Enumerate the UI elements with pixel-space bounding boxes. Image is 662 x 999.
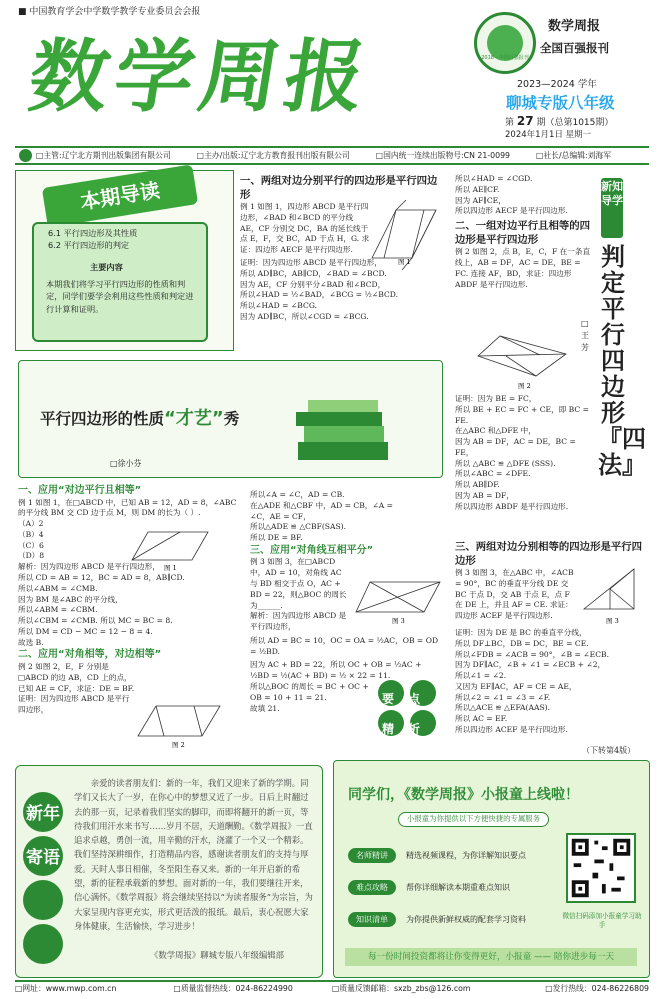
info-publisher: □主办/出版:辽宁北方教育报刊出版有限公司 — [196, 150, 350, 160]
feature-title: 判定平行四边形『四法』 — [598, 242, 646, 479]
footer-email[interactable]: □质量反馈邮箱：sxzb_zbs@126.com — [332, 984, 471, 994]
fig-label: 图 2 — [172, 741, 185, 749]
art2-sol3-line: 所以 AD = BC = 10，OC = OA = ½AC，OB = OD = ½BD. — [250, 635, 439, 656]
art1-proof3-line: 所以 DF⊥BC，DB = DC，BE = CE. — [455, 638, 589, 648]
art2-example-3: 例 3 如图 3，在□ABCD 中，AD = 10，对角线 AC 与 BD 相交于点 O，AC + BD = 22，则△BOC 的周长为______. — [250, 557, 347, 610]
info-cn: □国内统一连续出版物号:CN 21-0099 — [375, 150, 511, 160]
art2-example-1: 例 1 如图 1，在□ABCD 中，已知 AB = 12，AD = 8，∠ABC 的平分线 BM 交 CD 边于点 M，则 DM 的长为（ ）. — [18, 497, 237, 518]
art1-proof2-line: 所以 BE + EC = FC + CE，即 BC = FE. — [455, 404, 589, 425]
art2-sol3-line: 故填 21. — [250, 703, 280, 713]
art2-sol2-line: 证明：因为四边形 ABCD 是平行四边形， — [18, 694, 130, 715]
qr-caption: 微信扫码添加小报童学习助手 — [562, 912, 642, 930]
slogan-line-2: 全国百强报刊 — [540, 41, 609, 55]
promo-title: 同学们，《数学周报》小报童上线啦！ — [348, 787, 579, 803]
art1-cont-line: 所以∠HAD = ∠CGD. — [455, 174, 533, 183]
fig-label: 图 1 — [164, 564, 177, 572]
art1-figure-2 — [470, 330, 580, 392]
footer-bar — [15, 980, 649, 996]
fig-label: 图 3 — [606, 617, 619, 625]
art1-proof-line: 所以∠HAD = ∠BCG. — [240, 301, 318, 311]
slogan-line-1: 数学周报 — [548, 19, 601, 34]
art1-proof3-line: 所以∠1 = ∠2. — [455, 671, 507, 681]
art1-proof-line: 证明：因为四边形 ABCD 是平行四边形， — [240, 258, 382, 267]
art2-example-2: 例 2 如图 2，E，F 分别是□ABCD 的边 AB，CD 上的点，已知 AE = CF，求证：DE = BF. — [18, 661, 135, 693]
footer-quality: □质量监督热线：024-86224990 — [173, 984, 293, 994]
letter-signature: 《数学周报》聊城专版八年级编辑部 — [150, 950, 284, 960]
art1-col-3b — [455, 628, 650, 736]
letter-body: 亲爱的读者朋友们：新的一年，我们又迎来了新的学期。同学们又长大了一岁，在你心中的梦想又近了一步。日后上时翻过去的那一页，记录着我们坚实的脚印，而即将翻开的新一页，等待我们用汗水来书写……岁月不居，天道酬勤。《数学周报》一直追求卓越，勇创一流，用辛勤的汗水，浇灌了一个又一个精彩。我们坚持深耕细作，打造精品内容，感谢读者朋友们的支持与厚爱。天时人事日相催，冬至阳生春又来。新的一年开启新的希望，新的征程承载新的梦想。面对新的一年，我们要继往开来，信心满怀。《数学周报》将会继续坚持以“为读者服务”为宗旨，为大家呈现内容更充实，形式更活泼的报纸。最后，衷心祝愿大家身体健康，生活愉快，学习进步！ — [74, 778, 313, 931]
art1-heading-2: 二、一组对边平行且相等的四边形是平行四边形 — [455, 220, 591, 247]
books-illustration — [292, 398, 396, 464]
art1-proof3-line: 所以∠FDB = ∠ACB = 90°，∠B = ∠ECB. — [455, 649, 610, 659]
art2-sol-line: 所以∠CBM = ∠CMB. 所以 MC = BC = 8. — [18, 616, 173, 626]
art1-col-2 — [455, 174, 595, 290]
promo-row: 难点攻略 帮你详细解读本期重难点知识 — [348, 880, 510, 895]
art1-figure-1 — [366, 198, 442, 276]
brand-dot-icon — [19, 149, 32, 162]
edition: 聊城专版八年级 — [506, 94, 615, 112]
art2-figure-1 — [128, 526, 218, 572]
promo-row: 知识清单 为你提供新鲜权威的配套学习资料 — [348, 912, 526, 927]
masthead: 数学周报 — [22, 30, 378, 123]
art2-section-3: 三、应用“对角线互相平分” — [250, 544, 374, 556]
art1-example-2: 例 2 如图 2，点 B，E，C，F 在一条直线上，AB = DF，AC = DE，BE = FC. 连接 AF，BD，求证：四边形 ABDF 是平行四边形. — [455, 247, 591, 289]
section-tag: 新知导学 — [601, 178, 623, 238]
art2-sol2b-line: 在△ADE 和△CBF 中，AD = CB，∠A = ∠C，AE = CF， — [250, 500, 394, 521]
promo-subtitle: 小报童为你提供以下方便快捷的专属服务 — [398, 812, 549, 827]
art2-sol2b-line: 所以△ADE ≌ △CBF(SAS). — [250, 522, 347, 532]
art2-sol3-line: 因为 AC + BD = 22，所以 OC + OB = ½AC + ½BD = ½(AC + BD) = ½ × 22 = 11. — [250, 660, 422, 681]
guide-item: 6.1 平行四边形及其性质 — [48, 228, 138, 238]
art1-proof2-line: 所以∠ABC = ∠DFE. — [455, 469, 531, 479]
art1-proof3-line: 所以△ACE ≌ △EFA(AAS). — [455, 703, 551, 713]
art2-sol-line: 所以 DM = CD − MC = 12 − 8 = 4. — [18, 626, 153, 636]
art2-section-2: 二、应用“对角相等，对边相等” — [18, 649, 162, 661]
continued-note: （下转第4版） — [582, 746, 636, 755]
art2-col-1 — [18, 484, 243, 716]
art1-proof2-line: 证明：因为 BE = FC， — [455, 394, 537, 403]
art1-proof2-line: 所以 △ABC ≌ △DFE (SSS). — [455, 458, 556, 468]
art1-figure-3 — [580, 565, 652, 627]
art1-proof3-line: 因为 DF∥AC，∠B + ∠1 = ∠ECB + ∠2， — [455, 660, 606, 670]
art2-figure-2 — [134, 702, 224, 750]
art1-cont-line: 所以 AE∥CF. — [455, 184, 500, 194]
art2-option: （A）2 — [18, 519, 44, 529]
art2-sol2b-line: 所以 DE = BF. — [250, 533, 303, 543]
letter-tag — [23, 792, 63, 880]
guide-key-label: 主要内容 — [90, 262, 123, 272]
art2-option: （D）8 — [18, 551, 45, 561]
art1-proof-line: 因为 AE，CF 分别平分∠BAD 和∠BCD， — [240, 279, 386, 289]
art2-option: （B）4 — [18, 529, 44, 539]
art1-example-1: 例 1 如图 1，四边形 ABCD 是平行四边形，∠BAD 和∠BCD 的平分线 AE，CF 分别交 DC，BA 的延长线于点 E，F，交 BC，AD 于点 H，G. 求证：四边形 AECF 是平行四边形. — [240, 202, 370, 255]
art2-sol3-line: 所以△BOC 的周长 = BC + OC + OB = 10 + 11 = 21. — [250, 682, 369, 702]
org-line: ■ 中国教育学会中学数学教学专业委员会会报 — [18, 7, 201, 17]
art2-sol-line: 所以∠ABM = ∠CBM. — [18, 605, 98, 615]
art1-proof2-line: 所以四边形 ABDF 是平行四边形. — [455, 501, 569, 511]
footer-dist: □发行热线：024-86226809 — [545, 984, 649, 994]
art2-sol3-line: 解析：因为四边形 ABCD 是平行四边形， — [250, 611, 347, 632]
letter-tag-text: 新年寄语 — [26, 804, 60, 868]
publish-date: 2024年1月1日 星期一 — [505, 130, 592, 140]
art2-sol-line: 解析：因为四边形 ABCD 是平行四边形， — [18, 562, 160, 572]
info-host: □主管:辽宁北方期刊出版集团有限公司 — [36, 150, 171, 160]
art2-sol-line: 故选 B. — [18, 637, 44, 647]
art2-author: □徐小芬 — [110, 459, 142, 468]
art1-proof2-line: 因为 AB = DF，AC = DE，BC = FE， — [455, 437, 576, 457]
art1-cont-line: 所以四边形 AECF 是平行四边形. — [455, 206, 568, 216]
feature-author: □王 芳 — [581, 319, 589, 352]
school-year: 2023—2024 学年 — [517, 79, 597, 90]
art1-proof3-line: 又因为 EF∥AC，AF = CE = AE， — [455, 681, 577, 691]
info-editor: □社长/总编辑:刘海军 — [536, 150, 612, 160]
guide-body: 本期我们将学习平行四边形的性质和判定，同学们要学会利用这些性质和判定进行计算和证明。 — [46, 279, 194, 314]
art1-cont-line: 因为 AF∥CE， — [455, 195, 506, 205]
fig-label: 图 1 — [398, 258, 411, 266]
art1-heading-3: 三、两组对边分别相等的四边形是平行四边形 — [455, 541, 643, 568]
art1-col-2b — [455, 394, 595, 513]
fig-label: 图 3 — [392, 617, 405, 625]
art2-title: 平行四边形的性质“才艺”秀 — [40, 408, 240, 429]
art1-proof-line: 所以 AD∥BC，AB∥CD，∠BAD = ∠BCD. — [240, 268, 387, 278]
footer-web[interactable]: □网址：www.mwp.com.cn — [15, 984, 117, 994]
art1-proof2-line: 所以 AB∥DF. — [455, 480, 500, 490]
art1-heading-1: 一、两组对边分别平行的四边形是平行四边形 — [240, 175, 438, 202]
art1-proof3-line: 所以 AC = EF. — [455, 714, 508, 724]
art1-proof2-line: 因为 AB = DF， — [455, 491, 514, 501]
art1-proof3-line: 所以∠2 = ∠1 = ∠3 = ∠F. — [455, 692, 551, 702]
art2-section-1: 一、应用“对边平行且相等” — [18, 485, 142, 496]
art2-option: （C）6 — [18, 540, 44, 550]
qr-code-icon[interactable] — [566, 833, 636, 903]
art2-sol-line: 所以∠ABM = ∠CMB. — [18, 583, 98, 593]
art2-sol-line: 因为 BM 是∠ABC 的平分线， — [18, 594, 123, 604]
art2-sol-line: 所以 CD = AB = 12，BC = AD = 8，AB∥CD. — [18, 572, 185, 582]
guide-items — [48, 228, 137, 251]
art1-proof-line: 因为 AD∥BC，所以∠CGD = ∠BCG. — [240, 311, 369, 321]
guide-title: 本期导读 — [42, 164, 198, 227]
art1-example-3: 例 3 如图 3，在△ABC 中，∠ACB = 90°，BC 的垂直平分线 DE 交 BC 于点 D，交 AB 于点 E，点 F 在 DE 上，并且 AF = CE. 求证：四边形 ACEF 是平行四边形. — [455, 568, 574, 621]
issue-number: 第 27 期（总第1015期） — [505, 114, 614, 128]
promo-footer: 每一份时间投资都将让你变得更好，小报童 —— 陪你进步每一天 — [345, 948, 637, 966]
fig-label: 图 2 — [518, 382, 531, 390]
art2-sol2b-line: 所以∠A = ∠C，AD = CB. — [250, 490, 345, 499]
art1-proof3-line: 证明：因为 DE 是 BC 的垂直平分线， — [455, 628, 587, 637]
seal-text: 2018 · 中国百强报刊 — [481, 55, 529, 61]
promo-row: 名师精讲 精选视频课程，为你详解知识要点 — [348, 848, 526, 863]
badge-label: 要点精析 — [382, 692, 435, 736]
art1-proof-line: 所以∠HAD = ½∠BAD，∠BCG = ½∠BCD. — [240, 290, 399, 300]
info-bar — [15, 146, 649, 165]
art1-proof3-line: 所以四边形 ACEF 是平行四边形. — [455, 725, 568, 735]
guide-item: 6.2 平行四边形的判定 — [48, 239, 130, 250]
seal-logo — [474, 12, 536, 74]
art2-figure-3 — [352, 578, 444, 626]
art1-proof2-line: 在△ABC 和△DFE 中， — [455, 426, 536, 436]
